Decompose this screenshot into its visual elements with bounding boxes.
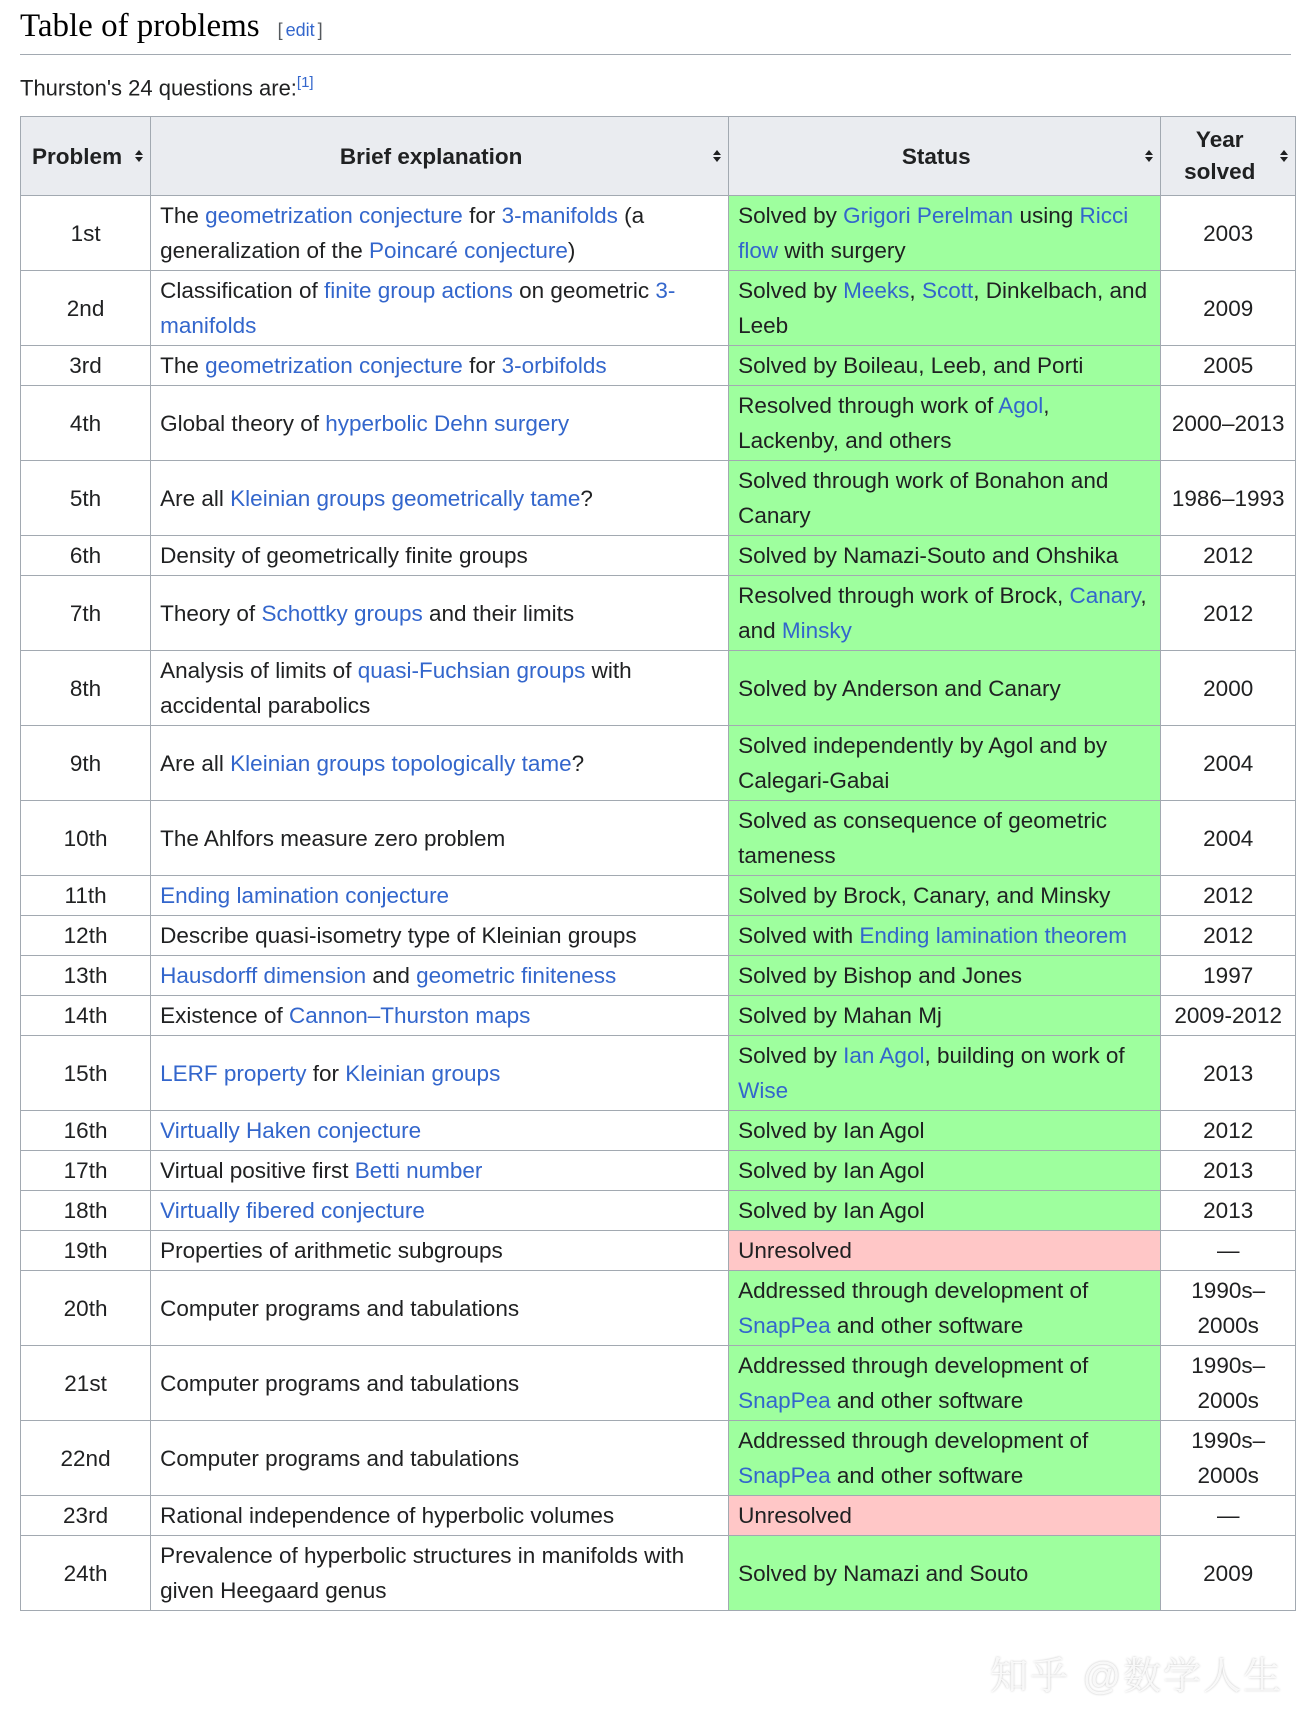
status-cell (729, 196, 1161, 271)
table-row (21, 726, 1296, 801)
problem-explanation (151, 271, 729, 346)
wiki-link[interactable]: geometric finiteness (416, 963, 617, 989)
year-solved: — (1161, 1496, 1296, 1536)
wiki-link[interactable]: Poincaré conjecture (369, 238, 568, 264)
header-problem-label: Problem (32, 143, 123, 169)
cell-text: Addressed through development of (738, 1278, 1089, 1304)
cell-text: and other software (830, 1388, 1024, 1414)
edit-link[interactable]: edit (285, 20, 315, 40)
edit-bracket-open: [ (277, 20, 283, 40)
cell-text: Solved with (738, 923, 860, 949)
header-year[interactable] (1161, 117, 1296, 196)
cell-text: with accidental parabolics (160, 658, 632, 719)
edit-bracket-close: ] (317, 20, 323, 40)
table-row (21, 1111, 1296, 1151)
table-row (21, 876, 1296, 916)
wiki-link[interactable]: SnapPea (738, 1463, 831, 1489)
cell-text: , Dinkelbach, and Leeb (738, 278, 1148, 339)
year-solved: 2009-2012 (1161, 996, 1296, 1036)
year-solved: 2013 (1161, 1036, 1296, 1111)
status-cell (729, 576, 1161, 651)
status-cell (729, 801, 1161, 876)
table-row (21, 386, 1296, 461)
problem-explanation (151, 1231, 729, 1271)
cell-text: Solved by Namazi-Souto and Ohshika (738, 543, 1119, 569)
sort-icon[interactable] (135, 150, 143, 162)
reference-superscript (297, 74, 314, 91)
cell-text: Virtual positive first (160, 1158, 355, 1184)
status-cell (729, 346, 1161, 386)
cell-text: and other software (830, 1463, 1024, 1489)
table-body (21, 196, 1296, 1611)
problem-explanation (151, 1496, 729, 1536)
intro-text: Thurston's 24 questions are: (20, 75, 297, 101)
problem-number: 9th (21, 726, 151, 801)
problem-number: 23rd (21, 1496, 151, 1536)
problem-explanation (151, 386, 729, 461)
section-heading (20, 0, 1291, 55)
problem-explanation (151, 1421, 729, 1496)
wiki-link[interactable]: Ending lamination conjecture (160, 883, 450, 909)
problem-number: 16th (21, 1111, 151, 1151)
cell-text: Solved by Ian Agol (738, 1158, 925, 1184)
wiki-link[interactable]: quasi-Fuchsian groups (357, 658, 586, 684)
year-solved: 2012 (1161, 1111, 1296, 1151)
year-solved: 2012 (1161, 876, 1296, 916)
table-row (21, 1036, 1296, 1111)
year-solved: 2012 (1161, 916, 1296, 956)
table-row (21, 801, 1296, 876)
year-solved: 2009 (1161, 271, 1296, 346)
wiki-link[interactable]: LERF property (160, 1060, 307, 1086)
year-solved: 2004 (1161, 801, 1296, 876)
cell-text: using (1013, 203, 1080, 229)
wiki-link[interactable]: Scott (921, 278, 974, 304)
status-cell (729, 1536, 1161, 1611)
problem-number: 19th (21, 1231, 151, 1271)
cell-text: Solved by (738, 1043, 844, 1069)
cell-text: Solved independently by Agol and by Calegari-Gabai (738, 733, 1108, 794)
status-cell (729, 1496, 1161, 1536)
wiki-link[interactable]: Kleinian groups (345, 1060, 501, 1086)
wiki-link[interactable]: 3-manifolds (501, 203, 618, 229)
wiki-link[interactable]: Agol (998, 393, 1044, 419)
cell-text: Are all (160, 485, 231, 511)
reference-link[interactable]: [1] (296, 74, 314, 91)
cell-text: Solved by Mahan Mj (738, 1003, 942, 1029)
wiki-link[interactable]: SnapPea (738, 1388, 831, 1414)
status-cell (729, 726, 1161, 801)
table-row (21, 536, 1296, 576)
status-cell (729, 1271, 1161, 1346)
year-solved: 2009 (1161, 1536, 1296, 1611)
wiki-link[interactable]: Schottky groups (261, 600, 423, 626)
cell-text: Solved by Bishop and Jones (738, 963, 1023, 989)
table-row (21, 1536, 1296, 1611)
cell-text: Addressed through development of (738, 1428, 1089, 1454)
header-explanation-label: Brief explanation (339, 143, 523, 169)
problems-table (20, 116, 1296, 1611)
table-row (21, 1151, 1296, 1191)
table-row (21, 461, 1296, 536)
cell-text: for (306, 1060, 346, 1086)
cell-text: Solved by (738, 278, 844, 304)
problem-explanation (151, 1346, 729, 1421)
cell-text: Solved through work of Bonahon and Canary (738, 468, 1109, 529)
cell-text: ) (567, 238, 576, 264)
table-row (21, 271, 1296, 346)
cell-text: and (366, 963, 417, 989)
year-solved: 2005 (1161, 346, 1296, 386)
cell-text: The (160, 203, 206, 229)
problem-explanation (151, 1271, 729, 1346)
year-solved: 1990s–2000s (1161, 1271, 1296, 1346)
problem-number: 2nd (21, 271, 151, 346)
status-cell (729, 1231, 1161, 1271)
table-row (21, 1271, 1296, 1346)
problem-number: 12th (21, 916, 151, 956)
cell-text: Describe quasi-isometry type of Kleinian groups (160, 923, 637, 949)
header-status[interactable] (729, 117, 1161, 196)
cell-text: Solved by Brock, Canary, and Minsky (738, 883, 1111, 909)
problem-explanation (151, 461, 729, 536)
wiki-link[interactable]: Kleinian groups topologically tame (230, 750, 572, 776)
wiki-link[interactable]: Betti number (354, 1158, 483, 1184)
wiki-link[interactable]: Canary (1069, 583, 1141, 609)
cell-text: Solved by Namazi and Souto (738, 1560, 1029, 1586)
table-row (21, 196, 1296, 271)
wiki-link[interactable]: hyperbolic Dehn surgery (325, 410, 570, 436)
watermark: 知乎 @数学人生 (990, 1656, 1284, 1698)
problem-number: 3rd (21, 346, 151, 386)
table-row (21, 1346, 1296, 1421)
cell-text: The Ahlfors measure zero problem (160, 825, 506, 851)
wiki-link[interactable]: Ending lamination theorem (859, 923, 1128, 949)
cell-text: , (909, 278, 922, 304)
table-row (21, 1231, 1296, 1271)
wiki-link[interactable]: Wise (738, 1078, 789, 1104)
sort-icon[interactable] (1145, 150, 1153, 162)
status-cell (729, 1111, 1161, 1151)
problem-explanation (151, 1111, 729, 1151)
status-cell (729, 1421, 1161, 1496)
intro-paragraph (20, 69, 1291, 102)
problem-number: 1st (21, 196, 151, 271)
problem-number: 21st (21, 1346, 151, 1421)
table-row (21, 1496, 1296, 1536)
cell-text: Are all (160, 750, 231, 776)
problem-explanation (151, 651, 729, 726)
year-solved: 2012 (1161, 536, 1296, 576)
problem-number: 14th (21, 996, 151, 1036)
table-row (21, 651, 1296, 726)
problem-number: 4th (21, 386, 151, 461)
header-problem[interactable] (21, 117, 151, 196)
year-solved: 1986–1993 (1161, 461, 1296, 536)
problem-number: 10th (21, 801, 151, 876)
problem-explanation (151, 1036, 729, 1111)
sort-icon[interactable] (713, 150, 721, 162)
wiki-link[interactable]: Ian Agol (843, 1043, 925, 1069)
year-solved: 2004 (1161, 726, 1296, 801)
problem-explanation (151, 726, 729, 801)
cell-text: Addressed through development of (738, 1353, 1089, 1379)
cell-text: on geometric (512, 278, 656, 304)
cell-text: Solved by Ian Agol (738, 1118, 925, 1144)
problem-number: 22nd (21, 1421, 151, 1496)
cell-text: Computer programs and tabulations (160, 1295, 520, 1321)
table-row (21, 956, 1296, 996)
header-status-label: Status (901, 143, 971, 169)
status-cell (729, 1191, 1161, 1231)
sort-icon[interactable] (1280, 150, 1288, 162)
wiki-link[interactable]: geometrization conjecture (205, 353, 463, 379)
cell-text: , and (738, 583, 1147, 644)
problem-number: 5th (21, 461, 151, 536)
year-solved: 1990s–2000s (1161, 1346, 1296, 1421)
cell-text: with surgery (778, 238, 906, 264)
cell-text: Prevalence of hyperbolic structures in manifolds with given Heegaard genus (160, 1543, 685, 1604)
problem-explanation (151, 801, 729, 876)
cell-text: ? (571, 750, 585, 776)
cell-text: (a generalization of the (160, 203, 645, 264)
status-cell (729, 651, 1161, 726)
cell-text: Density of geometrically finite groups (160, 543, 528, 569)
problem-number: 11th (21, 876, 151, 916)
problem-number: 24th (21, 1536, 151, 1611)
cell-text: The (160, 353, 206, 379)
wiki-link[interactable]: Meeks (843, 278, 910, 304)
cell-text: and their limits (422, 600, 575, 626)
wiki-link[interactable]: Cannon–Thurston maps (288, 1003, 531, 1029)
status-cell (729, 271, 1161, 346)
problem-number: 20th (21, 1271, 151, 1346)
problem-number: 7th (21, 576, 151, 651)
table-row (21, 996, 1296, 1036)
problem-explanation (151, 876, 729, 916)
problem-explanation (151, 956, 729, 996)
wiki-link[interactable]: Virtually fibered conjecture (160, 1198, 425, 1224)
cell-text: Rational independence of hyperbolic volumes (160, 1503, 615, 1529)
status-cell (729, 1151, 1161, 1191)
problem-explanation (151, 1191, 729, 1231)
wiki-link[interactable]: Grigori Perelman (843, 203, 1014, 229)
cell-text: for (462, 203, 502, 229)
cell-text: for (462, 353, 502, 379)
problem-explanation (151, 996, 729, 1036)
cell-text: Solved by Boileau, Leeb, and Porti (738, 353, 1084, 379)
cell-text: Unresolved (738, 1238, 852, 1264)
header-year-label: Year solved (1184, 127, 1256, 185)
cell-text: Theory of (160, 600, 262, 626)
status-cell (729, 996, 1161, 1036)
problem-explanation (151, 536, 729, 576)
problem-explanation (151, 916, 729, 956)
cell-text: Solved by Ian Agol (738, 1198, 925, 1224)
table-row (21, 916, 1296, 956)
problem-explanation (151, 1536, 729, 1611)
cell-text: Solved by Anderson and Canary (738, 675, 1061, 701)
cell-text: Computer programs and tabulations (160, 1445, 520, 1471)
edit-section (278, 20, 323, 41)
year-solved: 2013 (1161, 1151, 1296, 1191)
problem-explanation (151, 1151, 729, 1191)
cell-text: Solved as consequence of geometric tameness (738, 808, 1108, 869)
cell-text: Resolved through work of (738, 393, 999, 419)
wiki-link[interactable]: Kleinian groups geometrically tame (230, 485, 581, 511)
problem-number: 6th (21, 536, 151, 576)
table-row (21, 1421, 1296, 1496)
cell-text: Solved by (738, 203, 844, 229)
problem-number: 17th (21, 1151, 151, 1191)
wiki-link[interactable]: Hausdorff dimension (160, 963, 367, 989)
wiki-link[interactable]: SnapPea (738, 1313, 831, 1339)
wiki-link[interactable]: Virtually Haken conjecture (160, 1118, 422, 1144)
problem-number: 15th (21, 1036, 151, 1111)
cell-text: Resolved through work of Brock, (738, 583, 1070, 609)
problem-explanation (151, 576, 729, 651)
header-explanation[interactable] (151, 117, 729, 196)
cell-text: and other software (830, 1313, 1024, 1339)
table-row (21, 576, 1296, 651)
problem-explanation (151, 346, 729, 386)
cell-text: Classification of (160, 278, 324, 304)
cell-text: ? (580, 485, 593, 511)
problem-number: 18th (21, 1191, 151, 1231)
cell-text: , building on work of (924, 1043, 1125, 1069)
wiki-link[interactable]: 3-orbifolds (501, 353, 607, 379)
wiki-link[interactable]: finite group actions (323, 278, 513, 304)
status-cell (729, 1036, 1161, 1111)
table-row (21, 1191, 1296, 1231)
cell-text: Analysis of limits of (160, 658, 358, 684)
wiki-link[interactable]: 3-manifolds (160, 278, 676, 339)
cell-text: Global theory of (160, 410, 326, 436)
cell-text: Unresolved (738, 1503, 852, 1529)
cell-text: Properties of arithmetic subgroups (160, 1238, 503, 1264)
year-solved: 2013 (1161, 1191, 1296, 1231)
year-solved: 1997 (1161, 956, 1296, 996)
year-solved: 1990s–2000s (1161, 1421, 1296, 1496)
cell-text: Existence of (160, 1003, 289, 1029)
cell-text: Computer programs and tabulations (160, 1370, 520, 1396)
status-cell (729, 1346, 1161, 1421)
wiki-link[interactable]: Minsky (781, 618, 852, 644)
wiki-link[interactable]: geometrization conjecture (205, 203, 463, 229)
status-cell (729, 386, 1161, 461)
table-row (21, 346, 1296, 386)
year-solved: 2000 (1161, 651, 1296, 726)
status-cell (729, 536, 1161, 576)
year-solved: 2012 (1161, 576, 1296, 651)
status-cell (729, 461, 1161, 536)
status-cell (729, 956, 1161, 996)
cell-text: , Lackenby, and others (738, 393, 1050, 454)
problem-explanation (151, 196, 729, 271)
wiki-link[interactable]: Ricci flow (738, 203, 1129, 264)
year-solved: 2000–2013 (1161, 386, 1296, 461)
status-cell (729, 916, 1161, 956)
year-solved: 2003 (1161, 196, 1296, 271)
status-cell (729, 876, 1161, 916)
problem-number: 8th (21, 651, 151, 726)
section-title: Table of problems (20, 8, 260, 44)
problem-number: 13th (21, 956, 151, 996)
year-solved: — (1161, 1231, 1296, 1271)
